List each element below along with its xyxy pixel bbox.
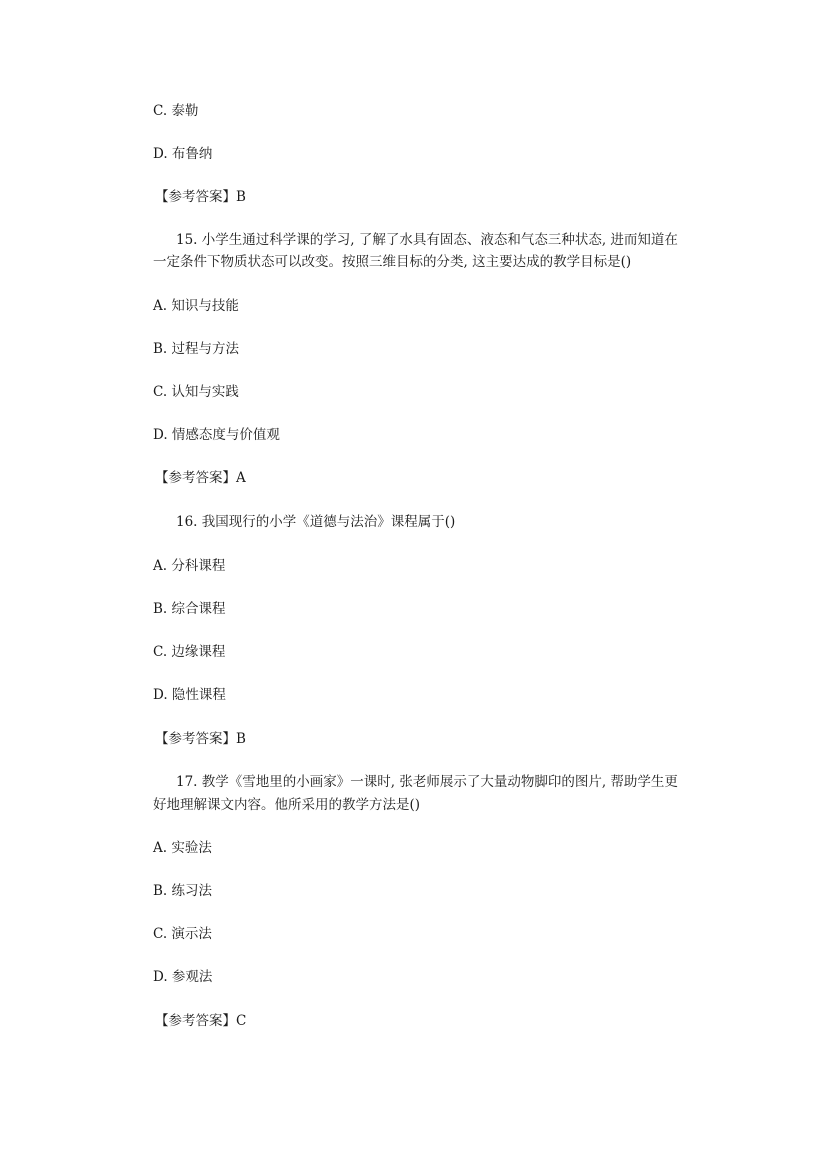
q16-option-d: D. 隐性课程 (153, 687, 226, 703)
q15-option-a: A. 知识与技能 (153, 298, 239, 314)
q15-option-d: D. 情感态度与价值观 (153, 427, 280, 443)
q14-option-d: D. 布鲁纳 (153, 146, 213, 162)
q17-option-c: C. 演示法 (153, 926, 212, 942)
q15-stem-line1: 15. 小学生通过科学课的学习, 了解了水具有固态、液态和气态三种状态, 进而知道在 (176, 232, 678, 248)
q15-answer: 【参考答案】A (155, 470, 246, 486)
q17-option-d: D. 参观法 (153, 969, 213, 985)
q17-option-a: A. 实验法 (153, 840, 212, 856)
q14-answer: 【参考答案】B (155, 189, 246, 205)
q16-option-c: C. 边缘课程 (153, 644, 226, 660)
q16-answer: 【参考答案】B (155, 731, 246, 747)
q17-stem-line1: 17. 教学《雪地里的小画家》一课时, 张老师展示了大量动物脚印的图片, 帮助学生更 (176, 774, 678, 790)
q16-option-a: A. 分科课程 (153, 558, 226, 574)
q15-stem-line2: 一定条件下物质状态可以改变。按照三维目标的分类, 这主要达成的教学目标是() (153, 254, 632, 270)
q15-option-c: C. 认知与实践 (153, 384, 239, 400)
q17-option-b: B. 练习法 (153, 883, 213, 899)
q17-stem-line2: 好地理解课文内容。他所采用的教学方法是() (153, 797, 421, 813)
q14-option-c: C. 泰勒 (153, 103, 199, 119)
q15-option-b: B. 过程与方法 (153, 341, 240, 357)
q16-stem-line1: 16. 我国现行的小学《道德与法治》课程属于() (176, 514, 456, 530)
q16-option-b: B. 综合课程 (153, 601, 226, 617)
q17-answer: 【参考答案】C (155, 1013, 247, 1029)
